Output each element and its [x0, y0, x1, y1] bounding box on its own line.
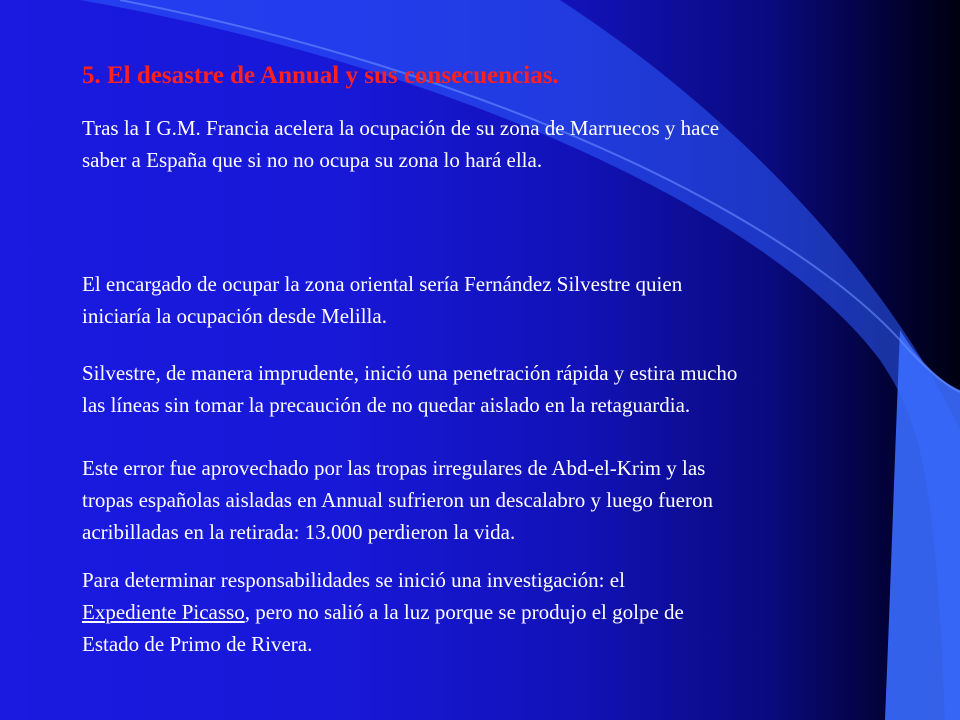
- paragraph-disaster: [82, 452, 713, 548]
- paragraph-silvestre-assignment: [82, 268, 682, 332]
- paragraph-investigation: [82, 564, 684, 660]
- expediente-picasso-link[interactable]: Expediente Picasso: [82, 600, 245, 624]
- text-line: tropas españolas aisladas en Annual sufrieron un descalabro y luego fueron: [82, 488, 713, 512]
- text-line: Silvestre, de manera imprudente, inició una penetración rápida y estira mucho: [82, 361, 738, 385]
- text-line: , pero no salió a la luz porque se produjo el golpe de: [244, 600, 684, 624]
- wave-sweep-bright: [885, 330, 960, 720]
- text-line: saber a España que si no no ocupa su zona lo hará ella.: [82, 148, 543, 172]
- text-line: El encargado de ocupar la zona oriental sería Fernández Silvestre quien: [82, 272, 683, 296]
- paragraph-intro: [82, 112, 719, 176]
- text-line: Estado de Primo de Rivera.: [82, 632, 313, 656]
- paragraph-silvestre-advance: [82, 357, 737, 421]
- text-line: iniciaría la ocupación desde Melilla.: [82, 304, 387, 328]
- text-line: Este error fue aprovechado por las tropas irregulares de Abd-el-Krim y las: [82, 456, 706, 480]
- text-line: acribilladas en la retirada: 13.000 perdieron la vida.: [82, 520, 516, 544]
- text-line: las líneas sin tomar la precaución de no quedar aislado en la retaguardia.: [82, 393, 691, 417]
- text-line: Para determinar responsabilidades se inició una investigación: el: [82, 568, 625, 592]
- text-line: Tras la I G.M. Francia acelera la ocupación de su zona de Marruecos y hace: [82, 116, 720, 140]
- slide-title: 5. El desastre de Annual y sus consecuencias.: [82, 62, 559, 89]
